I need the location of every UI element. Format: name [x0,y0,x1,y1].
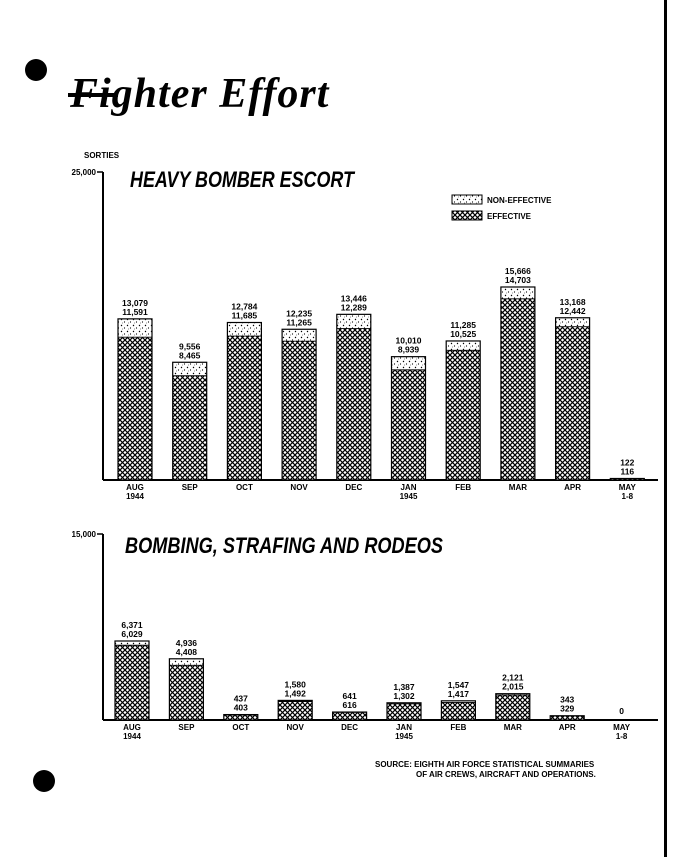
chart2-bar-non-effective [169,659,203,666]
page-title: Fighter Effort [70,71,330,117]
chart2-category-label: AUG [123,723,141,732]
chart2-category-label: NOV [286,723,304,732]
chart1-value-label-total: 13,079 [122,297,148,308]
chart1-value-label-effective: 12,289 [340,302,367,313]
chart1-legend-swatch-non-effective [452,195,482,204]
chart2-bar-effective [278,701,312,720]
chart1-bar-non-effective [501,287,535,299]
chart1-value-label-total: 15,666 [504,265,531,276]
chart1-value-label-effective: 8,465 [179,350,201,361]
chart2-category-label: 1945 [395,732,413,741]
chart2-value-label-total: 1,387 [393,681,415,692]
chart2-value-label-total: 4,936 [175,637,198,648]
chart1-bar-effective [501,299,535,480]
chart2-value-label-effective: 0 [619,706,624,716]
chart2-value-label-effective: 616 [342,700,357,711]
source-line-2: OF AIR CREWS, AIRCRAFT AND OPERATIONS. [416,770,596,779]
chart2-value-label-effective: 1,492 [284,688,306,699]
chart1-value-label-total: 9,556 [179,341,201,352]
chart1-category-label: FEB [455,483,472,492]
chart2-bar-effective [441,702,475,720]
chart2-bars [115,620,631,741]
chart2-category-label: DEC [341,723,359,732]
chart1-value-label-effective: 11,265 [286,317,312,328]
chart2-value-label-effective: 1,302 [393,690,415,701]
chart2-y-tick-label: 15,000 [71,530,96,539]
chart1-category-label: SEP [181,483,198,492]
chart1-category-label: OCT [235,483,253,492]
chart1-value-label-total: 12,235 [286,308,313,319]
chart2-value-label-effective: 2,015 [502,681,524,692]
chart1-y-label: SORTIES [84,151,120,160]
chart1-category-label: DEC [345,483,363,492]
chart1-legend [452,195,552,221]
chart1-bar-non-effective [337,314,371,328]
chart2-bar-effective [224,715,258,720]
chart2-value-label-effective: 329 [560,703,575,714]
chart2-category-label: MAR [503,723,522,732]
chart2-bar-effective [496,695,530,720]
chart1-bar-effective [446,350,480,480]
chart2-value-label-total: 2,121 [502,672,524,683]
chart1-legend-label-effective: EFFECTIVE [487,212,532,221]
chart2-value-label-total: 6,371 [121,619,143,630]
chart1-bar-non-effective [556,318,590,327]
chart1-category-label: APR [564,483,582,492]
chart1-bar-effective [282,341,316,480]
chart2-value-label-total: 1,580 [284,679,306,690]
chart2-value-label-total: 437 [233,693,248,704]
chart2-category-label: APR [558,723,576,732]
chart1-category-label: JAN [400,483,417,492]
chart1-value-label-total: 13,446 [340,293,367,304]
chart1-bar-non-effective [118,319,152,337]
chart1-bar-effective [118,337,152,480]
chart2-category-label: MAY [613,723,631,732]
chart1-value-label-effective: 8,939 [397,344,420,355]
chart1-category-label: MAR [508,483,528,492]
chart2-bar-effective [387,704,421,720]
chart1-category-label: 1944 [126,492,144,501]
chart2-value-label-total: 1,547 [447,679,470,690]
chart2-value-label-total: 641 [342,691,357,702]
chart1-value-label-total: 13,168 [559,296,586,307]
chart2-value-label-effective: 1,417 [447,688,470,699]
chart2-title: BOMBING, STRAFING AND RODEOS [125,533,444,558]
chart1-legend-swatch-effective [452,211,482,220]
chart1-value-label-total: 12,784 [231,301,258,312]
chart2-bar-effective [333,712,367,720]
chart1-value-label-effective: 116 [620,466,635,477]
chart2-value-label-total: 343 [560,694,575,705]
chart2-category-label: FEB [450,723,467,732]
chart1-value-label-effective: 10,525 [450,328,477,339]
chart1-value-label-effective: 12,442 [559,305,586,316]
chart1-category-label: MAY [618,483,636,492]
chart2-category-label: SEP [178,723,195,732]
source-line-1: SOURCE: EIGHTH AIR FORCE STATISTICAL SUMMARIES [375,760,595,769]
chart2-value-label-effective: 6,029 [121,628,143,639]
chart2-bar-effective [169,665,203,720]
chart1-value-label-total: 122 [620,457,635,468]
chart1-legend-label-non-effective: NON-EFFECTIVE [487,196,552,205]
chart1-category-label: 1-8 [621,492,634,501]
chart-heavy-bomber-escort [72,151,658,501]
chart2-bar-effective [550,716,584,720]
chart1-value-label-effective: 11,685 [231,310,258,321]
chart1-category-label: 1945 [399,492,418,501]
chart1-category-label: AUG [126,483,144,492]
chart1-value-label-total: 11,285 [450,319,476,330]
chart1-value-label-effective: 11,591 [122,306,148,317]
chart1-bar-effective [556,327,590,480]
chart2-category-label: JAN [395,723,413,732]
chart2-category-label: 1-8 [615,732,628,741]
chart1-bar-non-effective [392,357,426,370]
chart1-value-label-total: 10,010 [395,335,422,346]
chart1-bar-effective [227,336,261,480]
chart2-category-label: OCT [232,723,250,732]
chart1-bar-non-effective [173,362,207,375]
chart2-value-label-effective: 403 [233,702,248,713]
chart2-bar-non-effective [115,641,149,645]
chart1-value-label-effective: 14,703 [504,274,531,285]
chart1-category-label: NOV [290,483,308,492]
chart2-bar-effective [115,645,149,720]
chart1-bar-non-effective [446,341,480,350]
chart1-bar-effective [392,370,426,480]
chart1-bar-effective [173,376,207,480]
chart1-bar-effective [337,329,371,480]
chart2-category-label: 1944 [123,732,141,741]
chart1-y-tick-label: 25,000 [71,168,96,177]
chart2-value-label-effective: 4,408 [175,646,198,657]
chart1-bars [118,266,644,501]
chart1-title: HEAVY BOMBER ESCORT [130,167,356,192]
chart-bombing-strafing-rodeos [72,530,658,741]
chart1-bar-non-effective [227,323,261,337]
chart1-bar-non-effective [282,329,316,341]
source-note [375,760,596,780]
